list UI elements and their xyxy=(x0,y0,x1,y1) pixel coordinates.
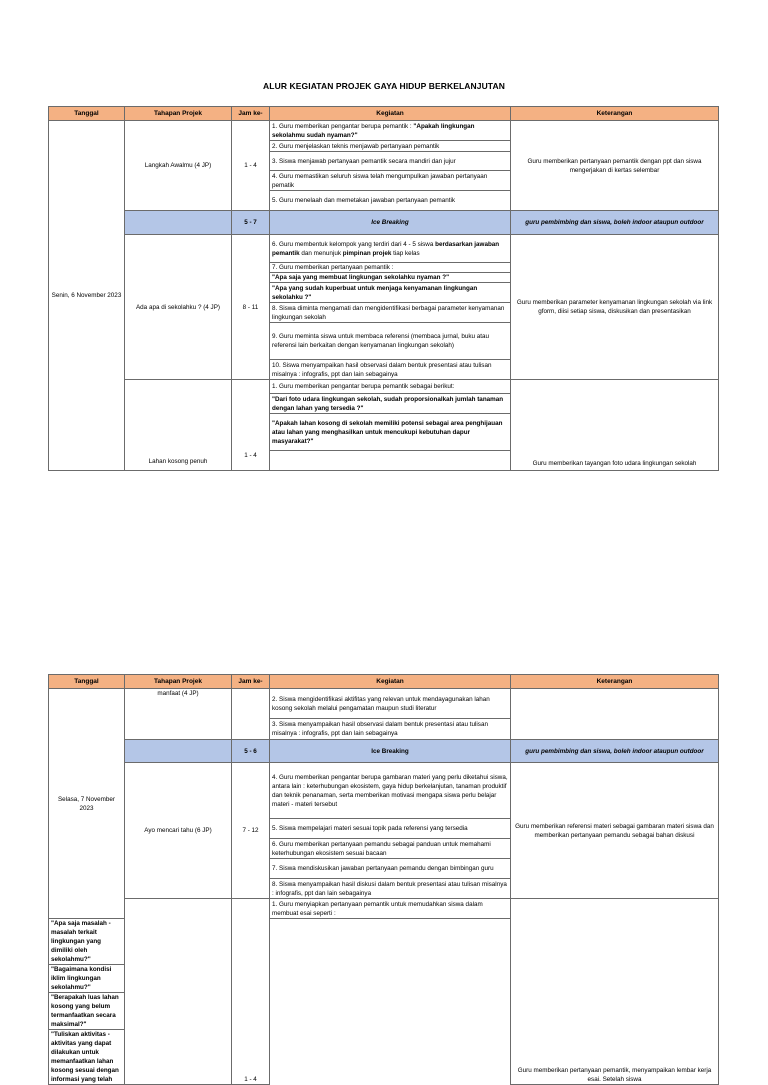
activity-item: 4. Guru memberikan pengantar berupa gambaran materi yang perlu diketahui siswa, antara lain : keterhubungan ekosistem, gaya hidup berkelanjutan, tanaman produktif dan teknik penanaman, serta memberikan motivasi mengapa siswa perlu belajar materi - materi tersebut xyxy=(270,763,511,819)
jam-cell: 1 - 4 xyxy=(232,380,270,471)
activity-item: "Apakah lahan kosong di sekolah memiliki potensi sebagai area penghijauan atau lahan yang menghasilkan untuk mencukupi kebutuhan dapur masyarakat?" xyxy=(270,414,511,451)
activity-table-2 xyxy=(48,674,719,1085)
activity-item: 10. Siswa menyampaikan hasil observasi dalam bentuk presentasi atau tulisan misalnya : infografis, ppt dan lain sebagainya xyxy=(270,360,511,380)
stage-cell: Ada apa di sekolahku ? (4 JP) xyxy=(125,235,232,380)
ice-breaking-label: Ice Breaking xyxy=(270,740,511,763)
table-row xyxy=(49,689,719,719)
jam-cell: 7 - 12 xyxy=(232,763,270,899)
activity-item: "Apa saja yang membuat lingkungan sekolahku nyaman ?" xyxy=(270,273,511,283)
header-tanggal: Tanggal xyxy=(49,675,125,689)
table-row xyxy=(49,211,719,235)
activity-item: 6. Guru memberikan pertanyaan pemandu sebagai panduan untuk memahami keterhubungan ekosistem sesuai bacaan xyxy=(270,839,511,859)
activity-item: 3. Siswa menyampaikan hasil observasi dalam bentuk presentasi atau tulisan misalnya : infografis, ppt dan lain sebagainya xyxy=(270,719,511,740)
table-row xyxy=(49,121,719,141)
table-row xyxy=(49,763,719,819)
jam-cell: 8 - 11 xyxy=(232,235,270,380)
header-kegiatan: Kegiatan xyxy=(270,107,511,121)
ice-stage-cell xyxy=(125,740,232,763)
table-row xyxy=(49,235,719,263)
jam-cell: 5 - 7 xyxy=(232,211,270,235)
activity-item: 3. Siswa menjawab pertanyaan pemantik secara mandiri dan jujur xyxy=(270,152,511,171)
activity-item: 8. Siswa menyampaikan hasil diskusi dalam bentuk presentasi atau tulisan misalnya : infografis, ppt dan lain sebagainya xyxy=(270,879,511,899)
activity-item xyxy=(270,451,511,471)
header-kegiatan: Kegiatan xyxy=(270,675,511,689)
activity-item: 8. Siswa diminta mengamati dan mengidentifikasi berbagai parameter kenyamanan lingkungan sekolah xyxy=(270,303,511,323)
activity-item: "Apa yang sudah kuperbuat untuk menjaga kenyamanan lingkungan sekolahku ?" xyxy=(270,283,511,303)
activity-item: 2. Guru menjelaskan teknis menjawab pertanyaan pemantik xyxy=(270,141,511,152)
activity-item: "Bagaimana kondisi iklim lingkungan sekolahmu?" xyxy=(49,965,125,993)
header-tanggal: Tanggal xyxy=(49,107,125,121)
activity-item: 7. Siswa mendiskusikan jawaban pertanyaan pemandu dengan bimbingan guru xyxy=(270,859,511,879)
table-row xyxy=(49,740,719,763)
note-cell xyxy=(511,689,719,740)
ice-breaking-label: Ice Breaking xyxy=(270,211,511,235)
date-cell: Selasa, 7 November 2023 xyxy=(49,689,125,919)
header-row xyxy=(49,107,719,121)
activity-item: 4. Guru memastikan seluruh siswa telah mengumpulkan jawaban pertanyaan pematik xyxy=(270,171,511,191)
table-page-1 xyxy=(0,106,768,483)
table-page-2 xyxy=(0,674,768,1083)
table-row xyxy=(49,380,719,394)
ice-note: guru pembimbing dan siswa, boleh indoor ataupun outdoor xyxy=(511,740,719,763)
note-cell: Guru memberikan parameter kenyamanan lingkungan sekolah via link gform, diisi setiap siswa, diskusikan dan presentasikan xyxy=(511,235,719,380)
activity-item: "Apa saja masalah - masalah terkait lingkungan yang dimiliki oleh sekolahmu?" xyxy=(49,919,125,965)
ice-stage-cell xyxy=(125,211,232,235)
stage-cell: manfaat (4 JP) xyxy=(125,689,232,740)
activity-item: 9. Guru meminta siswa untuk membaca referensi (membaca jurnal, buku atau referensi lain berkaitan dengan kenyamanan lingkungan sekolah) xyxy=(270,323,511,360)
header-tahapan: Tahapan Projek xyxy=(125,107,232,121)
stage-cell xyxy=(125,899,232,1085)
header-keterangan: Keterangan xyxy=(511,675,719,689)
jam-cell: 1 - 4 xyxy=(232,121,270,211)
stage-cell: Langkah Awalmu (4 JP) xyxy=(125,121,232,211)
activity-item: 7. Guru memberikan pertanyaan pemantik : xyxy=(270,263,511,273)
activity-item: 1. Guru memberikan pengantar berupa pemantik : "Apakah lingkungan sekolahmu sudah nyaman?" xyxy=(270,121,511,141)
jam-cell: 5 - 6 xyxy=(232,740,270,763)
activity-item: 1. Guru menyiapkan pertanyaan pemantik untuk memudahkan siswa dalam membuat esai seperti : xyxy=(270,899,511,919)
stage-cell: Ayo mencari tahu (6 JP) xyxy=(125,763,232,899)
jam-cell: 1 - 4 xyxy=(232,899,270,1085)
stage-cell: Lahan kosong penuh xyxy=(125,380,232,471)
activity-item: "Dari foto udara lingkungan sekolah, sudah proporsionalkah jumlah tanaman dengan lahan yang tersedia ?" xyxy=(270,394,511,414)
ice-note: guru pembimbing dan siswa, boleh indoor ataupun outdoor xyxy=(511,211,719,235)
header-jam: Jam ke- xyxy=(232,107,270,121)
date-cell: Senin, 6 November 2023 xyxy=(49,121,125,471)
header-row xyxy=(49,675,719,689)
header-keterangan: Keterangan xyxy=(511,107,719,121)
activity-table-1 xyxy=(48,106,719,471)
header-tahapan: Tahapan Projek xyxy=(125,675,232,689)
table-row xyxy=(49,899,719,919)
header-jam: Jam ke- xyxy=(232,675,270,689)
note-cell: Guru memberikan pertanyaan pemantik dengan ppt dan siswa mengerjakan di kertas selembar xyxy=(511,121,719,211)
note-cell: Guru memberikan referensi materi sebagai gambaran materi siswa dan memberikan pertanyaan pemandu sebagai bahan diskusi xyxy=(511,763,719,899)
note-cell: Guru memberikan pertanyaan pemantik, menyampaikan lembar kerja esai. Setelah siswa xyxy=(511,899,719,1085)
activity-item: "Tuliskan aktivitas - aktivitas yang dapat dilakukan untuk memanfaatkan lahan kosong sesuai dengan informasi yang telah xyxy=(49,1030,125,1085)
document-title: ALUR KEGIATAN PROJEK GAYA HIDUP BERKELANJUTAN xyxy=(263,81,505,91)
activity-item: 5. Siswa mempelajari materi sesuai topik pada referensi yang tersedia xyxy=(270,819,511,839)
jam-cell xyxy=(232,689,270,740)
note-cell: Guru memberikan tayangan foto udara lingkungan sekolah xyxy=(511,380,719,471)
activity-item: 5. Guru menelaah dan memetakan jawaban pertanyaan pemantik xyxy=(270,191,511,211)
activity-item: 2. Siswa mengidentifikasi aktifitas yang relevan untuk mendayagunakan lahan kosong sekolah melalui pengamatan maupun studi literatur xyxy=(270,689,511,719)
activity-item: 6. Guru membentuk kelompok yang terdiri dari 4 - 5 siswa berdasarkan jawaban pemantik dan menunjuk pimpinan projek tiap kelas xyxy=(270,235,511,263)
activity-item: "Berapakah luas lahan kosong yang belum termanfaatkan secara maksimal?" xyxy=(49,993,125,1030)
activity-item: 1. Guru memberikan pengantar berupa pemantik sebagai berikut: xyxy=(270,380,511,394)
